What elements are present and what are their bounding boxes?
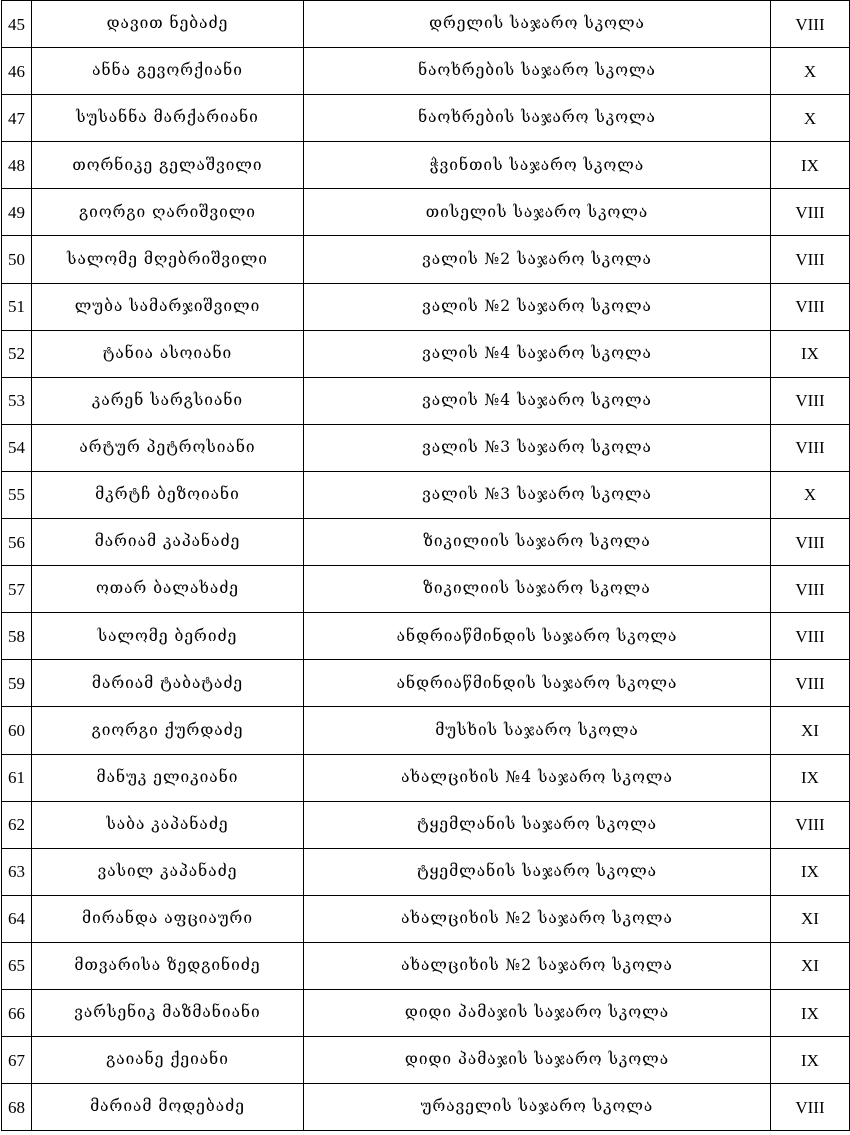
table-row	[2, 942, 850, 989]
table-row	[2, 95, 850, 142]
student-name: დავით ნებაძე	[32, 1, 304, 48]
table-row	[2, 48, 850, 95]
row-number: 54	[2, 424, 32, 471]
row-number: 50	[2, 236, 32, 283]
students-table	[1, 0, 850, 1131]
row-number: 68	[2, 1084, 32, 1131]
grade: IX	[771, 330, 850, 377]
row-number: 55	[2, 471, 32, 518]
row-number: 47	[2, 95, 32, 142]
student-name: ვასილ კაპანაძე	[32, 848, 304, 895]
table-row	[2, 424, 850, 471]
row-number: 60	[2, 707, 32, 754]
school-name: ახალციხის №4 საჯარო სკოლა	[304, 754, 771, 801]
grade: VIII	[771, 283, 850, 330]
school-name: ვალის №2 საჯარო სკოლა	[304, 283, 771, 330]
table-row	[2, 1, 850, 48]
table-row	[2, 519, 850, 566]
grade: IX	[771, 1037, 850, 1084]
grade: VIII	[771, 1084, 850, 1131]
table-row	[2, 377, 850, 424]
grade: IX	[771, 989, 850, 1036]
school-name: ნაოხრების საჯარო სკოლა	[304, 95, 771, 142]
row-number: 62	[2, 801, 32, 848]
grade: VIII	[771, 566, 850, 613]
school-name: ტყემლანის საჯარო სკოლა	[304, 801, 771, 848]
student-name: ტანია ასოიანი	[32, 330, 304, 377]
student-name: ოთარ ბალახაძე	[32, 566, 304, 613]
school-name: თისელის საჯარო სკოლა	[304, 189, 771, 236]
school-name: ვალის №3 საჯარო სკოლა	[304, 424, 771, 471]
table-row	[2, 283, 850, 330]
table-row	[2, 471, 850, 518]
grade: IX	[771, 754, 850, 801]
student-name: გიორგი ღარიშვილი	[32, 189, 304, 236]
table-row	[2, 1037, 850, 1084]
student-name: მარიამ ტაბატაძე	[32, 660, 304, 707]
school-name: ზიკილიის საჯარო სკოლა	[304, 519, 771, 566]
student-name: მკრტჩ ბეზოიანი	[32, 471, 304, 518]
table-row	[2, 989, 850, 1036]
row-number: 61	[2, 754, 32, 801]
grade: X	[771, 95, 850, 142]
students-table-body	[2, 1, 850, 1131]
student-name: კარენ სარგსიანი	[32, 377, 304, 424]
table-row	[2, 236, 850, 283]
school-name: დიდი პამაჯის საჯარო სკოლა	[304, 1037, 771, 1084]
grade: VIII	[771, 519, 850, 566]
table-row	[2, 330, 850, 377]
student-name: სალომე ბერიძე	[32, 613, 304, 660]
grade: VIII	[771, 613, 850, 660]
table-row	[2, 613, 850, 660]
row-number: 67	[2, 1037, 32, 1084]
row-number: 45	[2, 1, 32, 48]
grade: X	[771, 48, 850, 95]
school-name: ვალის №2 საჯარო სკოლა	[304, 236, 771, 283]
student-name: ლუბა სამარჯიშვილი	[32, 283, 304, 330]
student-name: მთვარისა ზედგინიძე	[32, 942, 304, 989]
table-row	[2, 707, 850, 754]
row-number: 63	[2, 848, 32, 895]
school-name: ახალციხის №2 საჯარო სკოლა	[304, 942, 771, 989]
student-name: ანნა გევორქიანი	[32, 48, 304, 95]
student-name: ვარსენიკ მაზმანიანი	[32, 989, 304, 1036]
school-name: ურაველის საჯარო სკოლა	[304, 1084, 771, 1131]
school-name: დრელის საჯარო სკოლა	[304, 1, 771, 48]
school-name: ვალის №4 საჯარო სკოლა	[304, 330, 771, 377]
school-name: ჭვინთის საჯარო სკოლა	[304, 142, 771, 189]
row-number: 46	[2, 48, 32, 95]
school-name: ტყემლანის საჯარო სკოლა	[304, 848, 771, 895]
table-row	[2, 848, 850, 895]
school-name: ნაოხრების საჯარო სკოლა	[304, 48, 771, 95]
student-name: მარიამ კაპანაძე	[32, 519, 304, 566]
student-name: მირანდა აფციაური	[32, 895, 304, 942]
grade: VIII	[771, 236, 850, 283]
school-name: დიდი პამაჯის საჯარო სკოლა	[304, 989, 771, 1036]
school-name: ვალის №4 საჯარო სკოლა	[304, 377, 771, 424]
grade: VIII	[771, 1, 850, 48]
school-name: ვალის №3 საჯარო სკოლა	[304, 471, 771, 518]
student-name: გიორგი ქურდაძე	[32, 707, 304, 754]
grade: XI	[771, 707, 850, 754]
student-name: სალომე მღებრიშვილი	[32, 236, 304, 283]
table-row	[2, 754, 850, 801]
row-number: 48	[2, 142, 32, 189]
student-name: არტურ პეტროსიანი	[32, 424, 304, 471]
student-name: სუსანნა მარქარიანი	[32, 95, 304, 142]
student-name: მარიამ მოდებაძე	[32, 1084, 304, 1131]
table-row	[2, 1084, 850, 1131]
grade: VIII	[771, 660, 850, 707]
table-row	[2, 801, 850, 848]
row-number: 52	[2, 330, 32, 377]
grade: IX	[771, 848, 850, 895]
row-number: 59	[2, 660, 32, 707]
grade: VIII	[771, 189, 850, 236]
table-row	[2, 895, 850, 942]
table-row	[2, 189, 850, 236]
student-name: თორნიკე გელაშვილი	[32, 142, 304, 189]
grade: VIII	[771, 801, 850, 848]
school-name: ახალციხის №2 საჯარო სკოლა	[304, 895, 771, 942]
row-number: 66	[2, 989, 32, 1036]
grade: VIII	[771, 424, 850, 471]
grade: XI	[771, 942, 850, 989]
student-name: გაიანე ქეიანი	[32, 1037, 304, 1084]
student-name: საბა კაპანაძე	[32, 801, 304, 848]
row-number: 57	[2, 566, 32, 613]
table-row	[2, 660, 850, 707]
row-number: 51	[2, 283, 32, 330]
school-name: ანდრიაწმინდის საჯარო სკოლა	[304, 660, 771, 707]
row-number: 64	[2, 895, 32, 942]
grade: VIII	[771, 377, 850, 424]
table-row	[2, 142, 850, 189]
row-number: 56	[2, 519, 32, 566]
table-row	[2, 566, 850, 613]
grade: XI	[771, 895, 850, 942]
row-number: 65	[2, 942, 32, 989]
grade: IX	[771, 142, 850, 189]
row-number: 49	[2, 189, 32, 236]
row-number: 58	[2, 613, 32, 660]
student-name: მანუკ ელიკიანი	[32, 754, 304, 801]
grade: X	[771, 471, 850, 518]
school-name: ზიკილიის საჯარო სკოლა	[304, 566, 771, 613]
row-number: 53	[2, 377, 32, 424]
school-name: ანდრიაწმინდის საჯარო სკოლა	[304, 613, 771, 660]
school-name: მუსხის საჯარო სკოლა	[304, 707, 771, 754]
